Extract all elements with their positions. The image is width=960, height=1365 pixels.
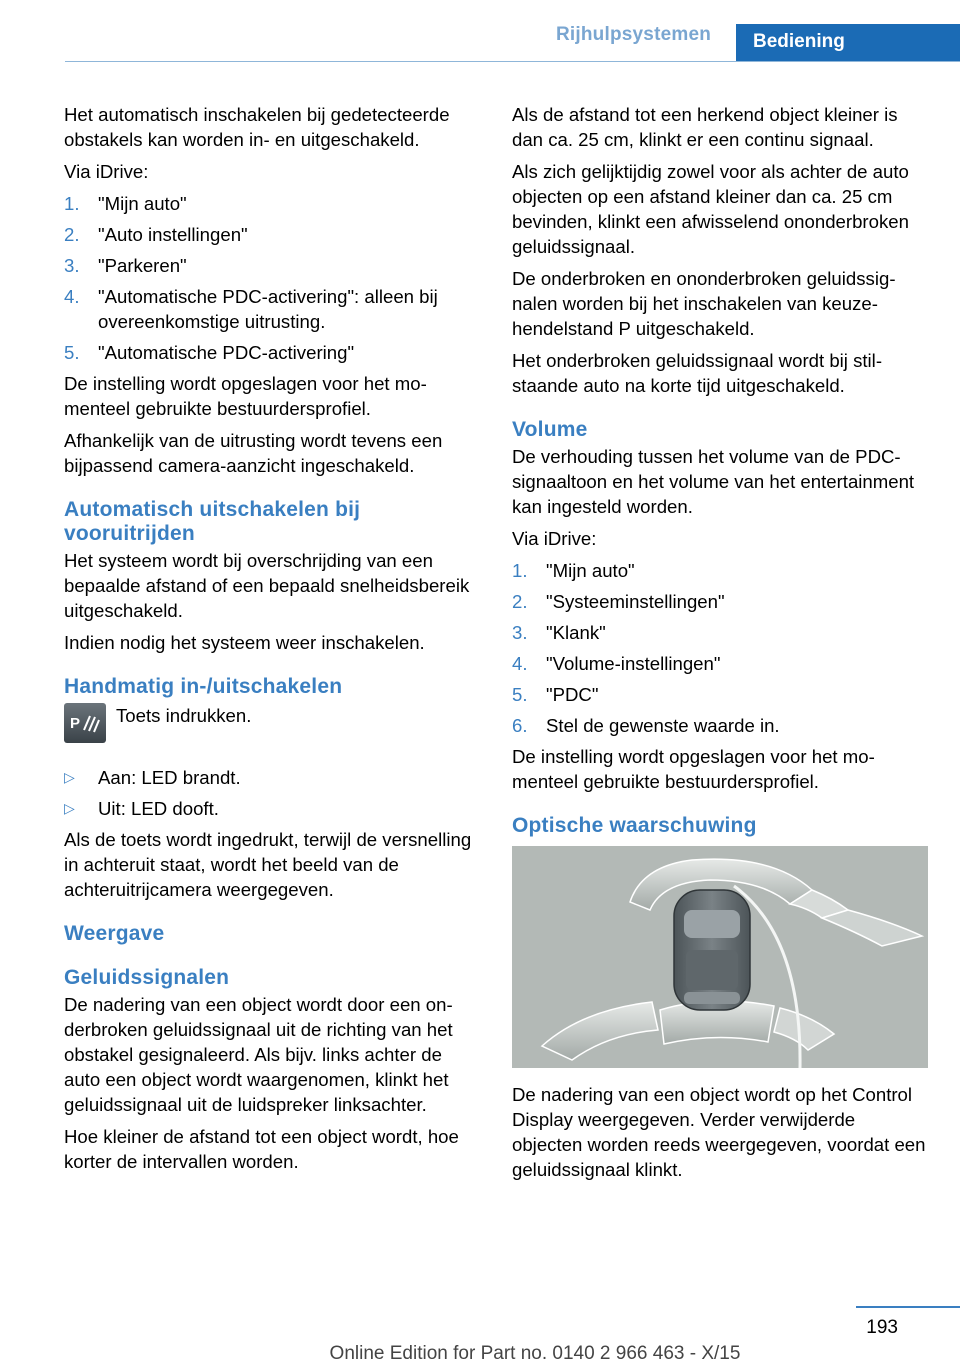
list-number: 1. [64, 193, 80, 214]
paragraph: De nadering van een object wordt door een onderbroken geluidssignaal uit de richting van het obstakel gesignaleerd. Als bijv. links achter de auto een object wordt waargenomen, klinkt het geluidssignaal uit de luidspreker linksachter. [64, 994, 453, 1115]
list-number: 3. [64, 255, 80, 276]
section-heading-display: Weergave [64, 922, 165, 945]
header-active-tab: Bediening [736, 24, 960, 62]
list-text: "Automatische PDC-activering": alleen bij overeenkomstige uitrusting. [98, 286, 438, 332]
section-heading-manual: Handmatig in-/uitschakelen [64, 675, 343, 698]
list-item [512, 620, 928, 645]
list-number: 3. [512, 622, 528, 643]
left-column [64, 102, 480, 1181]
list-item [64, 222, 480, 247]
list-item [64, 253, 480, 278]
paragraph: De nadering van een object wordt op het Control Display weergegeven. Verder verwijderde objecten worden reeds weergegeven, voordat een geluidssignaal klinkt. [512, 1084, 926, 1180]
paragraph: De onderbroken en ononderbroken geluidssignalen worden bij het inschakelen van keuzehendelstand P uitgeschakeld. [512, 268, 896, 339]
pdc-button-icon: P [64, 703, 106, 743]
list-item [512, 682, 928, 707]
list-number: 4. [512, 653, 528, 674]
led-status-list [64, 765, 480, 821]
list-item [64, 796, 480, 821]
press-button-text: Toets indrukken. [116, 705, 252, 726]
list-item [512, 713, 928, 738]
section-heading-sound: Geluidssignalen [64, 966, 230, 989]
paragraph: Als zich gelijktijdig zowel voor als achter de auto objecten op een afstand kleiner dan ca. 25 cm bevinden, klinkt een afwisselend ononderbroken geluidssignaal. [512, 161, 909, 257]
paragraph: Het onderbroken geluidssignaal wordt bij stilstaande auto na korte tijd uitgeschakeld. [512, 350, 883, 396]
paragraph: Via iDrive: [512, 528, 597, 549]
paragraph: De verhouding tussen het volume van de PDC-signaaltoon en het volume van het entertainment kan ingesteld worden. [512, 446, 915, 517]
list-item [64, 284, 480, 334]
list-text: "Parkeren" [98, 255, 187, 276]
right-column [512, 102, 928, 1189]
paragraph: Indien nodig het systeem weer inschakelen. [64, 632, 425, 653]
page-number: 193 [866, 1317, 898, 1338]
paragraph: Als de afstand tot een herkend object kleiner is dan ca. 25 cm, klinkt er een continu signaal. [512, 104, 898, 150]
list-text: "Mijn auto" [546, 560, 635, 581]
triangle-bullet-icon: ▷ [64, 769, 75, 785]
list-text: "Volume-instellingen" [546, 653, 721, 674]
list-text: "Mijn auto" [98, 193, 187, 214]
list-text: "Auto instellingen" [98, 224, 248, 245]
list-text: "Klank" [546, 622, 606, 643]
paragraph: Hoe kleiner de afstand tot een object wordt, hoe korter de intervallen worden. [64, 1126, 459, 1172]
list-item [64, 340, 480, 365]
pdc-display-figure [512, 846, 928, 1068]
list-text: Stel de gewenste waarde in. [546, 715, 780, 736]
list-number: 5. [64, 342, 80, 363]
section-heading-volume: Volume [512, 418, 588, 441]
header-rule [65, 61, 960, 62]
list-number: 4. [64, 286, 80, 307]
paragraph: Het systeem wordt bij overschrijding van een bepaalde afstand of een bepaald snelheidsbereik uitgeschakeld. [64, 550, 470, 621]
list-item [64, 191, 480, 216]
paragraph: Als de toets wordt ingedrukt, terwijl de versnelling in achteruit staat, wordt het beeld van de achteruitrijcamera weergegeven. [64, 829, 472, 900]
volume-steps-list [512, 558, 928, 738]
list-number: 1. [512, 560, 528, 581]
list-text: "PDC" [546, 684, 599, 705]
list-number: 2. [512, 591, 528, 612]
idrive-steps-list [64, 191, 480, 365]
list-number: 2. [64, 224, 80, 245]
list-text: Uit: LED dooft. [98, 798, 219, 819]
list-item [512, 651, 928, 676]
list-number: 6. [512, 715, 528, 736]
car-top-view-illustration [512, 846, 928, 1068]
list-text: "Automatische PDC-activering" [98, 342, 355, 363]
list-item [512, 589, 928, 614]
list-item [512, 558, 928, 583]
paragraph: De instelling wordt opgeslagen voor het momenteel gebruikte bestuurdersprofiel. [64, 373, 427, 419]
paragraph: De instelling wordt opgeslagen voor het momenteel gebruikte bestuurdersprofiel. [512, 746, 875, 792]
list-item [64, 765, 480, 790]
section-heading-optical: Optische waarschuwing [512, 814, 757, 837]
paragraph: Via iDrive: [64, 161, 149, 182]
pdc-button-row [64, 703, 480, 743]
footer-rule [856, 1306, 960, 1308]
footer-edition-text: Online Edition for Part no. 0140 2 966 463 - X/15 [329, 1343, 741, 1364]
paragraph: Afhankelijk van de uitrusting wordt tevens een bijpassend camera-aanzicht ingeschakeld. [64, 430, 443, 476]
paragraph: Het automatisch inschakelen bij gedetecteerde obstakels kan worden in- en uitgeschakeld. [64, 104, 450, 150]
header-section-label: Rijhulpsystemen [556, 24, 712, 45]
list-text: Aan: LED brandt. [98, 767, 241, 788]
triangle-bullet-icon: ▷ [64, 800, 75, 816]
list-number: 5. [512, 684, 528, 705]
section-heading-auto-off: Automatisch uitschakelen bij vooruitrijden [64, 498, 361, 545]
list-text: "Systeeminstellingen" [546, 591, 725, 612]
